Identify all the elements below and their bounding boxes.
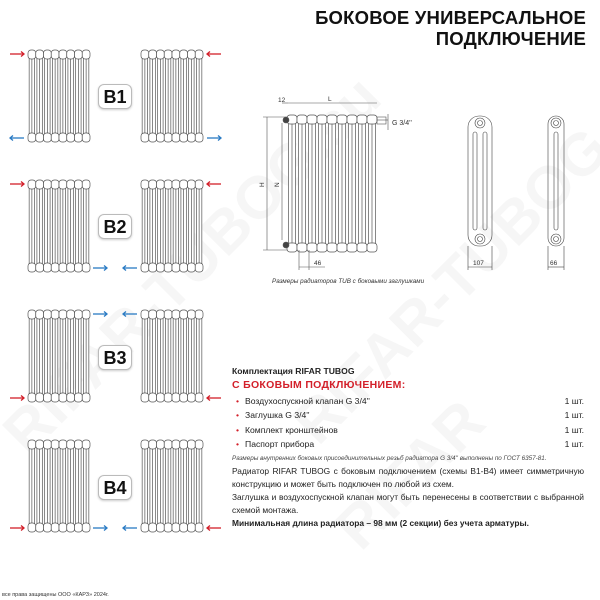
radiator-icon [141, 180, 203, 272]
radiator-icon [287, 115, 377, 252]
radiator-icon [141, 440, 203, 532]
scheme-label-b3: B3 [98, 345, 132, 370]
supply-arrow-icon [207, 182, 221, 187]
radiator-icon [28, 440, 90, 532]
kit-item-qty: 1 шт. [564, 410, 584, 420]
supply-arrow-icon [207, 396, 221, 401]
description-p3: Минимальная длина радиатора – 98 мм (2 секции) без учета арматуры. [232, 518, 529, 528]
supply-arrow-icon [207, 52, 221, 57]
return-arrow-icon [93, 266, 107, 271]
supply-arrow-icon [10, 52, 24, 57]
description-p2: Заглушка и воздухоспускной клапан могут быть перенесены в соответствии с выбранной схемой монтажа. [232, 492, 584, 515]
kit-item-name: Воздухоспускной клапан G 3/4'' [245, 395, 370, 406]
return-arrow-icon [123, 526, 137, 531]
supply-arrow-icon [10, 396, 24, 401]
kit-item: • Паспорт прибора 1 шт. [236, 439, 584, 449]
supply-arrow-icon [10, 182, 24, 187]
dim-axis: N [274, 182, 281, 187]
scheme-label-b1: B1 [98, 84, 132, 109]
title-line-1: БОКОВОЕ УНИВЕРСАЛЬНОЕ [315, 7, 586, 28]
dim-depth-66: 66 [550, 260, 558, 267]
dim-thread: G 3/4'' [392, 120, 412, 127]
side-view-3-column [468, 116, 492, 270]
valve-icon [377, 117, 386, 124]
kit-item-qty: 1 шт. [564, 395, 584, 406]
return-arrow-icon [123, 266, 137, 271]
kit-item-name: Паспорт прибора [245, 439, 315, 449]
plug-icon [283, 117, 289, 123]
return-arrow-icon [93, 312, 107, 317]
return-arrow-icon [10, 136, 24, 141]
kit-item-qty: 1 шт. [564, 424, 584, 435]
supply-arrow-icon [10, 526, 24, 531]
description-p1: Радиатор RIFAR TUBOG с боковым подключением (схемы В1-В4) имеет симметричную конструкцию и может быть подключен по любой из схем. [232, 466, 584, 489]
kit-section [232, 366, 584, 462]
return-arrow-icon [93, 526, 107, 531]
kit-note: Размеры внутренних боковых присоединительных резьб радиатора G 3/4'' выполнены по ГОСТ 6357-81. [232, 455, 547, 462]
scheme-label-b4: B4 [98, 475, 132, 500]
return-arrow-icon [207, 136, 221, 141]
kit-item: • Заглушка G 3/4'' 1 шт. [236, 410, 584, 420]
dimension-drawing [240, 90, 600, 280]
title-line-2: ПОДКЛЮЧЕНИЕ [435, 28, 586, 49]
kit-heading: Комплектация RIFAR TUBOG [232, 366, 355, 376]
dim-pitch: 46 [314, 260, 322, 267]
scheme-label-b2: B2 [98, 214, 132, 239]
kit-subheading: С БОКОВЫМ ПОДКЛЮЧЕНИЕМ: [232, 379, 406, 391]
radiator-icon [141, 50, 203, 142]
return-arrow-icon [123, 312, 137, 317]
kit-item-name: Заглушка G 3/4'' [245, 410, 310, 420]
front-view [283, 115, 386, 252]
dim-depth-107: 107 [473, 260, 484, 267]
radiator-icon [28, 50, 90, 142]
description [232, 465, 584, 530]
supply-arrow-icon [207, 526, 221, 531]
plug-icon [283, 242, 289, 248]
kit-item-qty: 1 шт. [564, 439, 584, 449]
dim-offset: 12 [278, 97, 286, 104]
page-title [315, 7, 586, 49]
radiator-icon [28, 180, 90, 272]
radiator-icon [141, 310, 203, 402]
copyright: все права защищены ООО «КАРЗ» 2024г. [2, 592, 109, 598]
dim-length: L [328, 96, 332, 103]
kit-item: • Воздухоспускной клапан G 3/4'' 1 шт. [236, 395, 584, 406]
dim-height: H [259, 182, 266, 187]
drawing-caption: Размеры радиаторов TUB с боковыми заглушками [272, 278, 425, 285]
kit-item: • Комплект кронштейнов 1 шт. [236, 424, 584, 435]
kit-item-name: Комплект кронштейнов [245, 424, 338, 435]
radiator-icon [28, 310, 90, 402]
side-view-2-column [548, 116, 564, 270]
